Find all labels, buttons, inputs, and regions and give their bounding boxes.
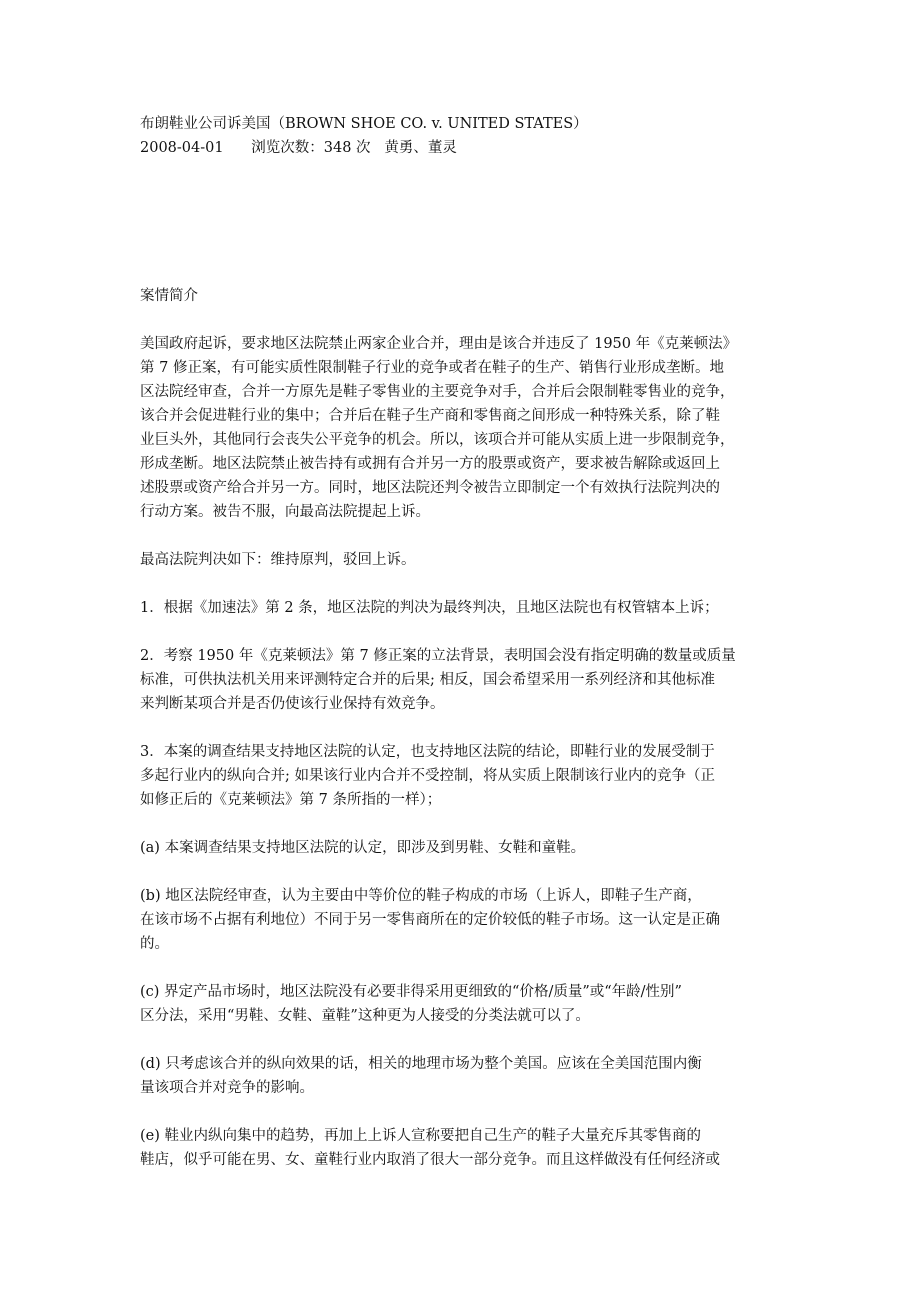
spacer [140,620,782,644]
point-line: (c) 界定产品市场时，地区法院没有必要非得采用更细致的“价格/质量”或“年龄/性别” [140,984,682,1000]
point-2 [140,644,782,716]
spacer [140,1028,782,1052]
point-line: 的。 [140,936,169,952]
point-line: 如修正后的《克莱顿法》第 7 条所指的一样）； [140,792,442,808]
point-line: (a) 本案调查结果支持地区法院的认定，即涉及到男鞋、女鞋和童鞋。 [140,840,586,856]
point-e [140,1124,782,1172]
point-line: 区分法，采用“男鞋、女鞋、童鞋”这种更为人接受的分类法就可以了。 [140,1008,590,1024]
point-line: 来判断某项合并是否仍使该行业保持有效竞争。 [140,696,445,712]
spacer [140,524,782,548]
point-line: 鞋店，似乎可能在男、女、童鞋行业内取消了很大一部分竞争。而且这样做没有任何经济或 [140,1152,720,1168]
view-count: 浏览次数：348 次 [251,140,371,156]
document-meta [140,136,782,160]
point-line: 1．根据《加速法》第 2 条，地区法院的判决为最终判决，且地区法院也有权管辖本上诉； [140,600,719,616]
spacer [140,716,782,740]
ruling-line: 最高法院判决如下：维持原判，驳回上诉。 [140,552,416,568]
point-3 [140,740,782,812]
point-b [140,884,782,956]
point-line: 多起行业内的纵向合并; 如果该行业内合并不受控制，将从实质上限制该行业内的竞争（正 [140,768,715,784]
document-title: 布朗鞋业公司诉美国（BROWN SHOE CO. v. UNITED STATES） [140,116,588,132]
spacer [140,860,782,884]
point-c [140,980,782,1028]
spacer [140,308,782,332]
intro-paragraph [140,332,782,524]
intro-line: 美国政府起诉，要求地区法院禁止两家企业合并，理由是该合并违反了 1950 年《克莱顿法》 [140,336,738,352]
intro-line: 该合并会促进鞋行业的集中；合并后在鞋子生产商和零售商之间形成一种特殊关系，除了鞋 [140,408,720,424]
intro-line: 形成垄断。地区法院禁止被告持有或拥有合并另一方的股票或资产，要求被告解除或返回上 [140,456,720,472]
point-1 [140,596,782,620]
point-line: 量该项合并对竞争的影响。 [140,1080,314,1096]
spacer [140,1100,782,1124]
spacer [140,812,782,836]
point-d [140,1052,782,1100]
point-line: 3．本案的调查结果支持地区法院的认定，也支持地区法院的结论，即鞋行业的发展受制于 [140,744,715,760]
intro-line: 区法院经审查，合并一方原先是鞋子零售业的主要竞争对手，合并后会限制鞋零售业的竞争， [140,384,735,400]
intro-line: 业巨头外，其他同行会丧失公平竞争的机会。所以，该项合并可能从实质上进一步限制竞争， [140,432,735,448]
point-line: (b) 地区法院经审查，认为主要由中等价位的鞋子构成的市场（上诉人，即鞋子生产商， [140,888,702,904]
document-page [140,112,782,1172]
point-line: 在该市场不占据有利地位）不同于另一零售商所在的定价较低的鞋子市场。这一认定是正确 [140,912,720,928]
point-line: (d) 只考虑该合并的纵向效果的话，相关的地理市场为整个美国。应该在全美国范围内衡 [140,1056,702,1072]
publish-date: 2008-04-01 [140,140,224,156]
section-title: 案情简介 [140,288,198,304]
spacer [140,956,782,980]
intro-line: 行动方案。被告不服，向最高法院提起上诉。 [140,504,430,520]
point-line: 标准，可供执法机关用来评测特定合并的后果; 相反，国会希望采用一系列经济和其他标准 [140,672,715,688]
blank-gap [140,160,782,284]
intro-line: 第 7 修正案，有可能实质性限制鞋子行业的竞争或者在鞋子的生产、销售行业形成垄断。地 [140,360,724,376]
spacer [140,572,782,596]
authors: 黄勇、董灵 [384,140,457,156]
point-line: 2．考察 1950 年《克莱顿法》第 7 修正案的立法背景，表明国会没有指定明确的数量或质量 [140,648,736,664]
intro-line: 述股票或资产给合并另一方。同时，地区法院还判令被告立即制定一个有效执行法院判决的 [140,480,720,496]
point-a [140,836,782,860]
point-line: (e) 鞋业内纵向集中的趋势，再加上上诉人宣称要把自己生产的鞋子大量充斥其零售商的 [140,1128,702,1144]
